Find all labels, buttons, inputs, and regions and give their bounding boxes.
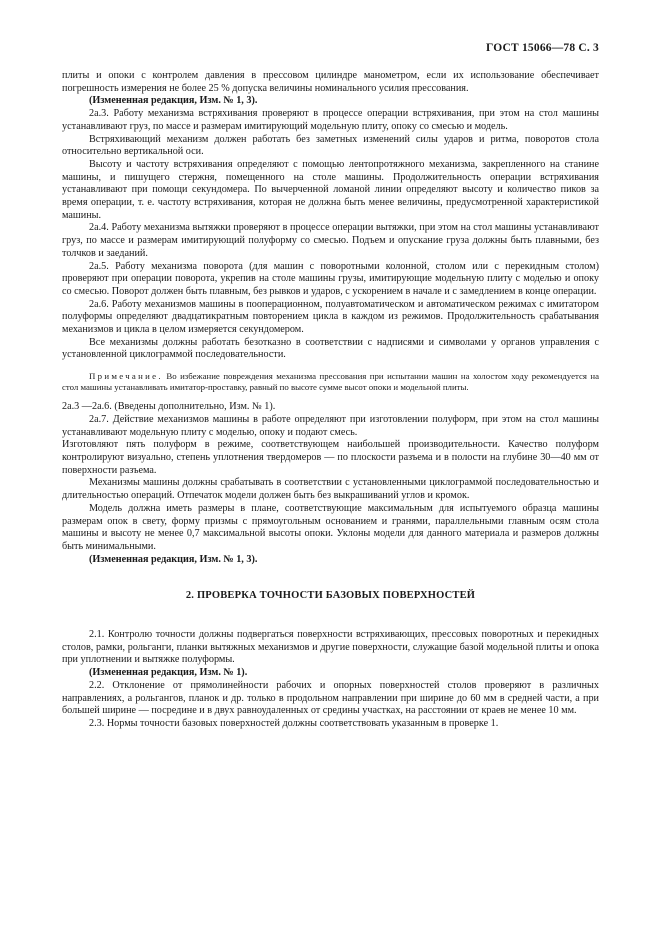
note-text: Во избежание повреждения механизма прессования при испытании машин на холостом ходу рекомендуется на стол машины устанавливать имитатор-проставку, равный по высоте сумме высот опоки и модельной плиты. [62, 371, 599, 393]
p-amend-2: (Измененная редакция, Изм. № 1, 3). [89, 553, 258, 565]
section-title: 2. ПРОВЕРКА ТОЧНОСТИ БАЗОВЫХ ПОВЕРХНОСТЕЙ [185, 590, 476, 602]
note-label: Примечание. [89, 371, 163, 382]
p-2-3: 2.3. Нормы точности базовых поверхностей должны соответствовать указанным в проверке 1. [89, 717, 499, 729]
p-2a3: 2а.3. Работу механизма встряхивания проверяют в процессе операции встряхивания, при этом на стол машины устанавливают груз, по массе и размерам имитирующий модельную плиту, опоку со смесью и модель. [62, 108, 599, 132]
page-header: ГОСТ 15066—78 С. 3 [486, 42, 599, 54]
p-2a6: 2а.6. Работу механизмов машины в пооперационном, полуавтоматическом и автоматическом режимах с имитатором полуформы определяют двадцатикратным повторением цикла в каждом из режимов. Продолжительность срабатывания механизмов и цикла в целом измеряется секундомером. [62, 298, 599, 336]
p-cyclo: Механизмы машины должны срабатывать в соответствии с установленными циклограммой последовательностью и длительностью операций. Отпечаток модели должен быть без выкрашиваний углов и кромок. [62, 477, 599, 502]
p-2a7: 2а.7. Действие механизмов машины в работе определяют при изготовлении полуформ, при этом на стол машины устанавливают модельную плиту с моделью, опоку и подают смесь. [62, 413, 599, 438]
p-shake: Встряхивающий механизм должен работать без заметных изменений силы ударов и ритма, поворотов стола относительно вертикальной оси. [62, 133, 599, 158]
p-intro: плиты и опоки с контролем давления в прессовом цилиндре манометром, если их использование обеспечивает погрешность измерения не более 25 % допуска величины номинального усилия прессования. [62, 70, 599, 94]
paragraph-group-operation [62, 401, 599, 566]
p-2-1: 2.1. Контролю точности должны подвергаться поверхности встряхивающих, прессовых поворотных и перекидных столов, рамки, рольганги, планки вытяжных механизмов и другие поверхности, служащие базой модельной плиты и опока при уплотнении и вытяжке полуформы. [62, 629, 599, 666]
p-amend-3: (Измененная редакция, Изм. № 1). [89, 667, 248, 679]
p-amend-1: (Измененная редакция, Изм. № 1, 3). [89, 95, 258, 107]
p-2a5: 2а.5. Работу механизма поворота (для машин с поворотными колонной, столом или с перекидным столом) проверяют при операции поворота, укрепив на столе машины грузы, имитирующие модельную плиту с моделью и опоку со смесью. Поворот должен быть плавным, без рывков и ударов, с ускорением в начале и с замедлением в конце операции. [62, 260, 599, 297]
document-body [62, 70, 599, 731]
p-all: Все механизмы должны работать безотказно в соответствии с надписями и символами у органов управления с установленной циклограммой последовательности. [62, 336, 599, 361]
p-five: Изготовляют пять полуформ в режиме, соответствующем наибольшей производительности. Качество полуформ контролируют визуально, степень уплотнения твердомеров — по плоскости разъема и в полости на глубине 30—40 мм от поверхности разъема. [62, 439, 599, 476]
paragraph-group-mechanisms [62, 70, 599, 362]
p-2a4: 2а.4. Работу механизма вытяжки проверяют в процессе операции вытяжки, при этом на стол машины устанавливают груз, по массе и размерам имитирующий полуформу со смесью. Подъем и опускание груза должны быть плавными, без толчков и заеданий. [62, 222, 599, 259]
p-model: Модель должна иметь размеры в плане, соответствующие максимальным для испытуемого образца машины размерам опок в свету, форму призмы с прямоугольным основанием и гранями, параллельными главным осям стола машины и высоту не менее 0,7 максимальной высоты опоки. Уклоны модели для данного материала и размеров должны быть минимальными. [62, 502, 599, 552]
p-2-2: 2.2. Отклонение от прямолинейности рабочих и опорных поверхностей столов проверяют в различных направлениях, а рольгангов, планок и др. только в продольном направлении при ширине до 60 мм в средней части, а при большей ширине — посредине и в двух равноудаленных от средины участках, на расстоянии от краев не менее 10 мм. [62, 679, 599, 717]
note-paragraph [62, 371, 599, 393]
p-2a3-2a6: 2а.3 —2а.6. (Введены дополнительно, Изм. № 1). [62, 401, 276, 413]
paragraph-group-accuracy [62, 629, 599, 731]
p-height: Высоту и частоту встряхивания определяют с помощью лентопротяжного механизма, закрепленного на станине машины, и пишущего стержня, помещенного на столе машины. Продолжительность операции встряхивания устанавливают при помощи секундомера. По вычерченной ломаной линии определяют высоту и количество пиков за время операции, т. е. частоту встряхивания, которая не должна быть менее величины, предусмотренной характеристикой машины. [62, 158, 599, 221]
